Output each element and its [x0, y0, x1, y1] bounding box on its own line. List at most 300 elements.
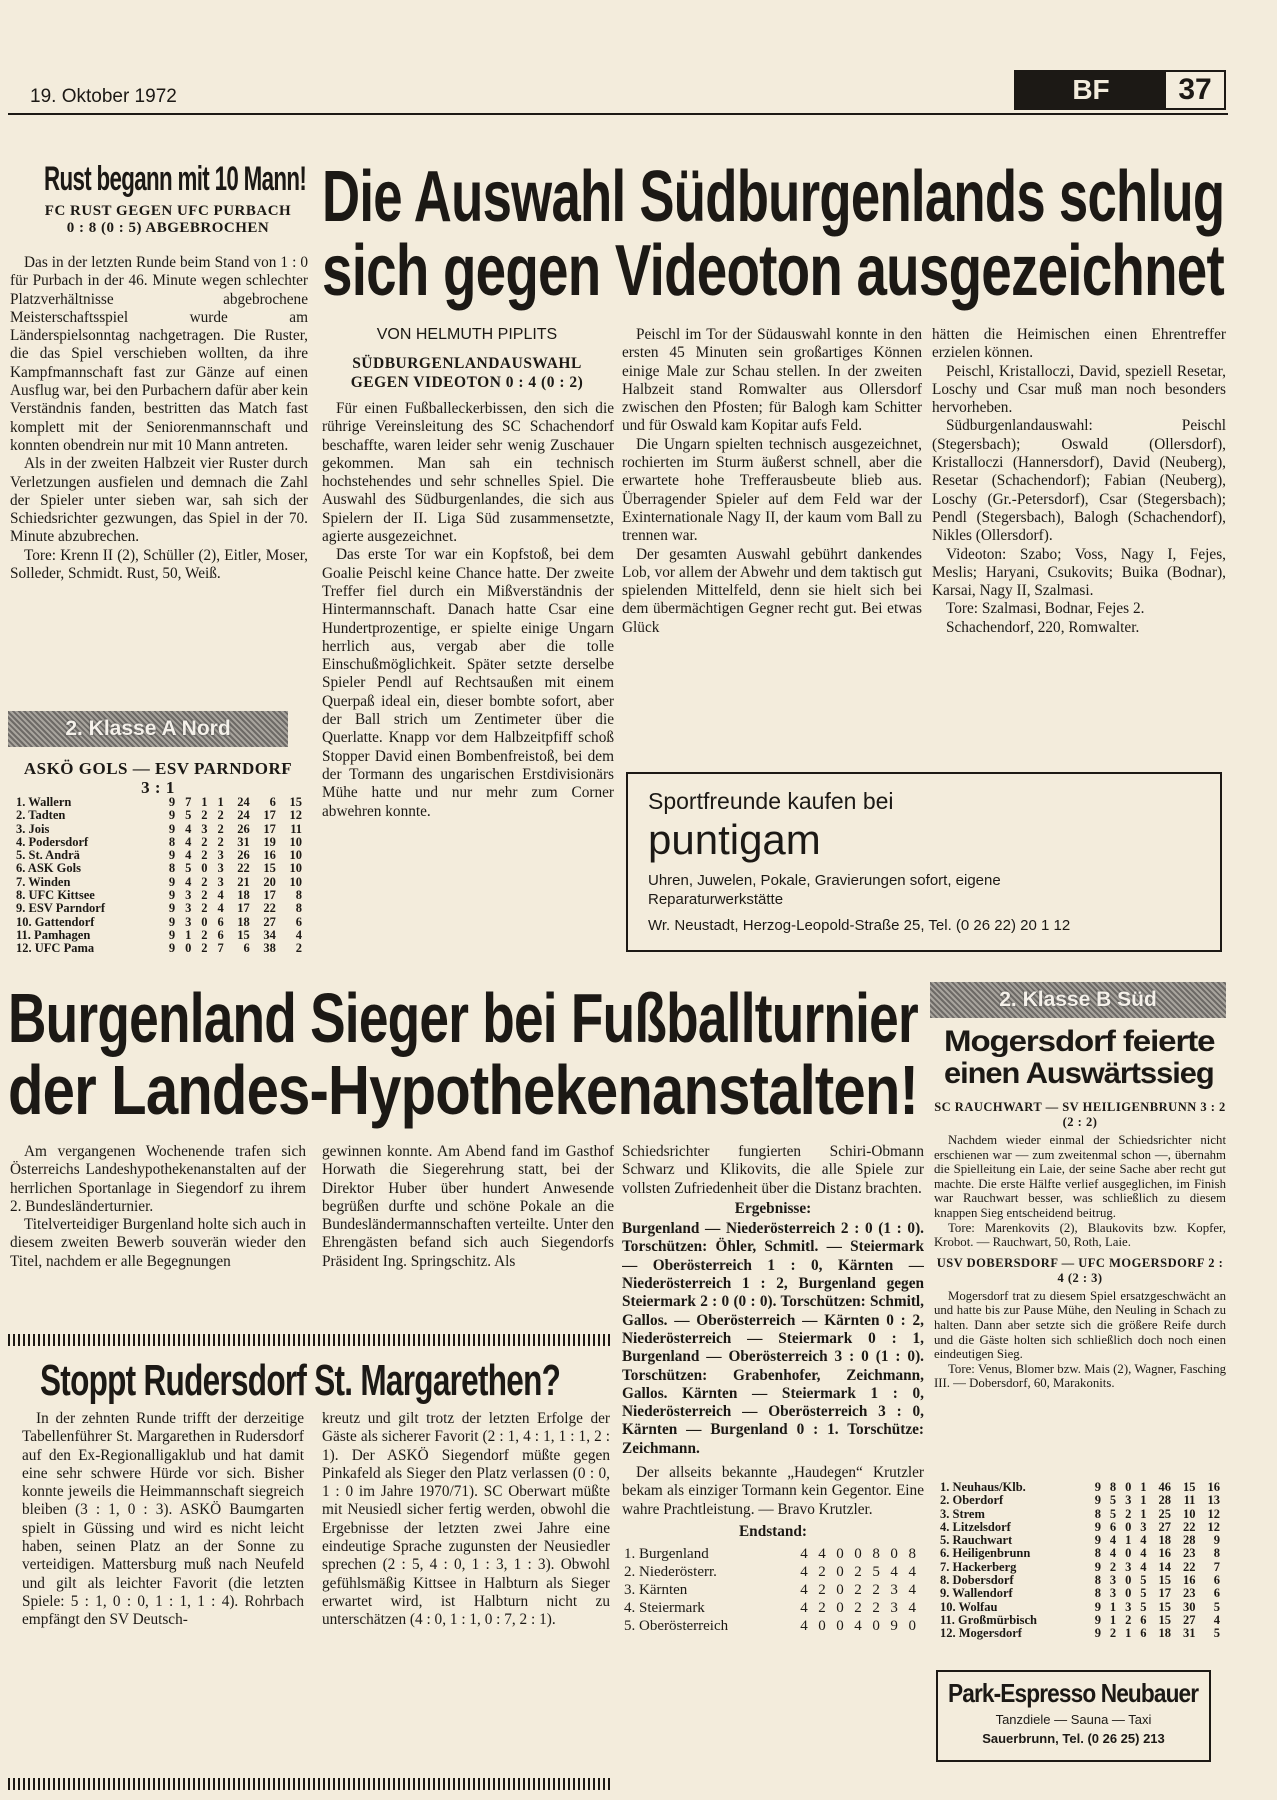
rust-headline: Rust begann mit 10 Mann! — [44, 160, 307, 198]
table-row — [938, 1534, 1222, 1547]
table-cell: 5 — [872, 1564, 880, 1581]
puntigam-brand: puntigam — [648, 816, 821, 863]
table-cell: 3 — [185, 888, 192, 903]
videoton-headline-line2: sich gegen Videoton ausgezeichnet — [322, 231, 1224, 311]
table-cell: 0 — [890, 1546, 898, 1563]
videoton-headline-line1: Die Auswahl Südburgenlands schlug — [322, 157, 1225, 237]
table-cell: 17 — [1158, 1586, 1171, 1601]
table-cell: 16 — [263, 848, 276, 863]
table-cell: 2 — [201, 941, 208, 956]
videoton-col3 — [932, 326, 1226, 766]
table-cell: 2 — [818, 1582, 826, 1599]
table-row — [938, 1508, 1222, 1521]
table-cell: 26 — [237, 848, 250, 863]
table-cell: 4 — [1109, 1546, 1117, 1561]
table-row — [938, 1587, 1222, 1600]
table-cell: 4. Podersdorf — [16, 834, 89, 849]
table-cell: 3 — [217, 848, 224, 863]
table-cell: 5. St. Andrä — [16, 848, 80, 863]
table-row — [14, 809, 304, 822]
table-row — [14, 876, 304, 889]
rust-article — [8, 160, 308, 237]
table-cell: 1 — [1140, 1506, 1147, 1521]
table-cell: 12. Mogersdorf — [940, 1626, 1022, 1641]
table-cell: 0 — [836, 1564, 844, 1581]
table-cell: 4 — [185, 821, 192, 836]
table-row — [938, 1481, 1222, 1494]
table-cell: 0 — [836, 1618, 844, 1635]
table-cell: 2. Oberdorf — [940, 1493, 1004, 1508]
table-cell: 2 — [854, 1600, 862, 1617]
table-cell: 5 — [1140, 1573, 1147, 1588]
klasse-b-sued-title-line1: Mogersdorf feierte — [944, 1025, 1215, 1058]
hypo-col3-text — [622, 1143, 924, 1198]
section-badge — [1014, 70, 1226, 110]
table-cell: 4 — [185, 848, 192, 863]
table-cell: 2 — [295, 941, 302, 956]
table-cell: 4 — [800, 1546, 808, 1563]
table-cell: 13 — [1207, 1493, 1220, 1508]
table-row — [14, 823, 304, 836]
standings-table — [622, 1545, 918, 1635]
table-cell: 24 — [237, 795, 250, 809]
table-row — [938, 1547, 1222, 1560]
table-cell: 1 — [201, 795, 208, 809]
table-cell: 9 — [1094, 1480, 1101, 1494]
espresso-address: Sauerbrunn, Tel. (0 26 25) 213 — [982, 1731, 1165, 1746]
table-cell: 1 — [1109, 1599, 1117, 1614]
table-cell: 9 — [1094, 1519, 1101, 1534]
table-cell: 10. Gattendorf — [16, 914, 95, 929]
table-cell: 16 — [1207, 1480, 1220, 1494]
table-cell: 2 — [217, 834, 224, 849]
table-cell: 0 — [1125, 1480, 1132, 1494]
paragraph: Die Ungarn spielten technisch ausgezeichnet, rochierten im Sturm äußerst schnell, aber die erwartete hohe Trefferausbeute blieb aus. Überragender Spieler auf dem Feld war der Exinternationale Nagy II, der kaum vom Ball zu trennen war. — [622, 435, 922, 545]
paragraph: Südburgenlandauswahl: Peischl (Stegersbach); Oswald (Ollersdorf), Kristalloczi (Hannersdorf), David (Neuberg), Resetar (Schachendorf); Fabian (Neuberg), Loschy (Gr.-Petersdorf), Csar (Stegersbach); Pendl (Stegersbach), Balogh (Schachendorf), Nikles (Ollersdorf). — [932, 417, 1226, 545]
paragraph: Der gesamten Auswahl gebührt dankendes Lob, vor allem der Abwehr und dem taktisch gut spielenden Mittelfeld, denn sie hielt sich bei dem übermächtigen Gegner recht gut. Bei etwas Glück — [622, 545, 922, 636]
stoppt-col1 — [22, 1410, 304, 1775]
table-cell: 4 — [800, 1600, 808, 1617]
table-cell: 9 — [1094, 1599, 1101, 1614]
hypo-headline-line2: der Landes-Hypothekenanstalten! — [8, 1051, 918, 1129]
videoton-col2 — [622, 326, 922, 766]
table-cell: 22 — [237, 861, 250, 876]
table-cell: 6 — [217, 927, 224, 942]
paragraph: Peischl, Kristalloczi, David, speziell Resetar, Loschy und Csar muß man noch besonders hervorheben. — [932, 362, 1226, 417]
table-cell: 7. Hackerberg — [940, 1559, 1017, 1574]
table-row — [622, 1563, 918, 1581]
table-cell: 7. Winden — [16, 874, 71, 889]
table-cell: 1 — [185, 927, 192, 942]
table-cell: 8 — [295, 888, 302, 903]
table-cell: 4 — [890, 1564, 898, 1581]
table-cell: 16 — [1158, 1546, 1171, 1561]
paragraph: Tore: Krenn II (2), Schüller (2), Eitler, Moser, Solleder, Schmidt. Rust, 50, Weiß. — [10, 546, 308, 583]
table-row — [14, 849, 304, 862]
table-cell: 3. Strem — [940, 1506, 985, 1521]
table-cell: 30 — [1182, 1599, 1196, 1614]
table-cell: 9 — [1094, 1612, 1101, 1627]
table-cell: 3 — [185, 901, 192, 916]
table-cell: 2 — [217, 821, 224, 836]
table-cell: 9 — [1213, 1533, 1220, 1548]
table-cell: 3 — [217, 861, 224, 876]
puntigam-services: Uhren, Juwelen, Pokale, Gravierungen sofort, eigene Reparaturwerkstätte — [648, 872, 1001, 908]
table-cell: 31 — [237, 834, 250, 849]
table-cell: 27 — [1158, 1519, 1171, 1534]
table-cell: 8 — [1094, 1573, 1101, 1588]
table-cell: 8 — [1094, 1506, 1101, 1521]
table-cell: 5 — [1213, 1626, 1220, 1641]
paragraph: Nachdem wieder einmal der Schiedsrichter nicht erschienen war — zum zweitenmal schon —, übernahm die Spielleitung ein Laie, der seine Sache aber recht gut machte. Die erste Hälfte verlief ausgeglichen, im Finish war Rauchwart besser, was schließlich zu diesem knappen Sieg entscheidend beitrug. — [934, 1133, 1226, 1220]
table-cell: 11. Pamhagen — [16, 927, 91, 942]
puntigam-ad — [626, 772, 1222, 952]
table-row — [938, 1627, 1222, 1640]
table-cell: 10 — [1182, 1506, 1196, 1521]
table-cell: 0 — [1125, 1586, 1132, 1601]
table-cell: 0 — [1125, 1546, 1132, 1561]
table-cell: 3. Kärnten — [624, 1582, 688, 1599]
section-label: BF — [1016, 72, 1166, 108]
header-rule — [8, 113, 1228, 115]
table-cell: 8 — [872, 1546, 880, 1563]
table-cell: 31 — [1182, 1626, 1196, 1641]
table-cell: 5 — [1109, 1506, 1117, 1521]
table-cell: 2 — [1125, 1612, 1132, 1627]
puntigam-intro: Sportfreunde kaufen bei — [648, 788, 894, 814]
table-cell: 7 — [1213, 1559, 1220, 1574]
paragraph: Tore: Marenkovits (2), Blaukovits bzw. Kopfer, Krobot. — Rauchwart, 50, Roth, Laie. — [934, 1220, 1226, 1250]
table-cell: 23 — [1182, 1546, 1196, 1561]
table-cell: 5 — [1140, 1599, 1147, 1614]
table-cell: 9. Wallendorf — [940, 1586, 1013, 1601]
paragraph: Als in der zweiten Halbzeit vier Ruster durch Verletzungen ausfielen und demnach die Zahl der Spieler unter sieben war, sah sich der Schiedsrichter gezwungen, das Spiel in der 70. Minute abzubrechen. — [10, 455, 308, 546]
stoppt-top-border — [8, 1334, 612, 1346]
table-cell: 2 — [1125, 1506, 1132, 1521]
table-cell: 9 — [1094, 1533, 1101, 1548]
hypo-col3 — [622, 1143, 924, 1763]
table-cell: 22 — [263, 901, 276, 916]
table-cell: 11 — [1183, 1493, 1196, 1508]
table-cell: 12 — [1207, 1519, 1220, 1534]
table-cell: 17 — [263, 821, 276, 836]
table-cell: 4. Steiermark — [624, 1600, 705, 1617]
table-cell: 3 — [890, 1600, 898, 1617]
table-cell: 4 — [800, 1564, 808, 1581]
table-row — [938, 1601, 1222, 1614]
table-cell: 1 — [1125, 1533, 1132, 1548]
table-cell: 6 — [1213, 1573, 1220, 1588]
table-cell: 22 — [1182, 1559, 1196, 1574]
table-row — [14, 889, 304, 902]
table-cell: 4 — [908, 1600, 916, 1617]
table-cell: 4 — [1109, 1533, 1117, 1548]
table-cell: 23 — [1182, 1586, 1196, 1601]
table-cell: 0 — [836, 1600, 844, 1617]
table-cell: 16 — [1182, 1573, 1196, 1588]
videoton-subtitle: SÜDBURGENLANDAUSWAHL GEGEN VIDEOTON 0 : 4 (0 : 2) — [350, 355, 584, 391]
table-cell: 34 — [263, 927, 276, 942]
table-cell: 8 — [1094, 1586, 1101, 1601]
table-cell: 8. Dobersdorf — [940, 1573, 1014, 1588]
paragraph: Titelverteidiger Burgenland holte sich auch in diesem zweiten Bewerb souverän wieder den Titel, nachdem er alle Begegnungen — [10, 1216, 306, 1270]
table-cell: 46 — [1158, 1480, 1171, 1494]
videoton-headline — [322, 157, 1277, 311]
issue-date: 19. Oktober 1972 — [30, 86, 177, 107]
table-cell: 1 — [1109, 1612, 1117, 1627]
table-cell: 3 — [217, 874, 224, 889]
table-cell: 4 — [185, 834, 192, 849]
klasse-b-sued-table — [938, 1481, 1222, 1641]
table-cell: 0 — [908, 1618, 916, 1635]
table-cell: 9 — [168, 808, 176, 823]
table-row — [14, 916, 304, 929]
table-cell: 0 — [872, 1618, 880, 1635]
table-cell: 18 — [237, 888, 250, 903]
table-cell: 3 — [1109, 1586, 1117, 1601]
hypo-col1 — [10, 1143, 306, 1329]
match2-text — [934, 1289, 1226, 1391]
table-cell: 2 — [201, 808, 208, 823]
match1-text — [934, 1133, 1226, 1250]
table-row — [14, 942, 304, 955]
table-cell: 10. Wolfau — [940, 1599, 998, 1614]
table-cell: 11 — [290, 821, 302, 836]
table-cell: 22 — [1182, 1519, 1196, 1534]
table-cell: 3 — [1125, 1599, 1132, 1614]
table-cell: 0 — [818, 1618, 826, 1635]
table-cell: 9 — [168, 927, 176, 942]
table-cell: 6 — [1109, 1519, 1117, 1534]
paragraph: Tore: Venus, Blomer bzw. Mais (2), Wagner, Fasching III. — Dobersdorf, 60, Marakonits. — [934, 1361, 1226, 1391]
table-cell: 9 — [168, 888, 176, 903]
table-cell: 1 — [1140, 1493, 1147, 1508]
table-cell: 1 — [1140, 1480, 1147, 1494]
table-cell: 4 — [1140, 1533, 1147, 1548]
stoppt-headline — [40, 1356, 766, 1406]
table-row — [14, 929, 304, 942]
results-heading: Ergebnisse: — [734, 1199, 812, 1217]
videoton-byline: VON HELMUTH PIPLITS — [376, 326, 558, 343]
espresso-name: Park-Espresso Neubauer — [948, 1678, 1199, 1708]
match1-title: SC RAUCHWART — SV HEILIGENBRUNN 3 : 2 (2 : 2) — [934, 1100, 1226, 1129]
table-cell: 6 — [295, 914, 302, 929]
table-cell: 5 — [1109, 1493, 1117, 1508]
table-cell: 20 — [263, 874, 276, 889]
table-cell: 4 — [908, 1564, 916, 1581]
standings-heading: Endstand: — [738, 1522, 808, 1540]
table-cell: 6 — [1213, 1586, 1220, 1601]
table-cell: 1 — [217, 795, 224, 809]
table-cell: 10 — [289, 861, 302, 876]
table-cell: 6. ASK Gols — [16, 861, 81, 876]
table-cell: 0 — [836, 1546, 844, 1563]
paragraph: Tore: Szalmasi, Bodnar, Fejes 2. — [946, 600, 1145, 618]
table-cell: 2. Tadten — [16, 808, 66, 823]
klasse-a-nord-banner: 2. Klasse A Nord — [8, 711, 288, 747]
table-cell: 9. ESV Parndorf — [16, 901, 106, 916]
rust-subtitle: FC RUST GEGEN UFC PURBACH 0 : 8 (0 : 5) ABGEBROCHEN — [44, 203, 292, 236]
table-cell: 14 — [1158, 1559, 1171, 1574]
table-row — [938, 1561, 1222, 1574]
closing-text: Der allseits bekannte „Haudegen“ Krutzler bekam als einziger Tormann kein Gegentor. Eine wahre Prachtleistung. — Bravo Krutzler. — [622, 1464, 924, 1518]
paragraph: hätten die Heimischen einen Ehrentreffer erzielen können. — [932, 326, 1226, 362]
table-row — [14, 902, 304, 915]
klasse-b-sued-headline — [944, 1025, 1215, 1090]
table-cell: 3 — [1109, 1573, 1117, 1588]
table-cell: 17 — [237, 901, 250, 916]
table-cell: 12. UFC Pama — [16, 941, 95, 956]
paragraph: Für einen Fußballeckerbissen, den sich die rührige Vereinsleitung des SC Schachendorf beschaffte, waren leider sehr wenig Zuschauer gekommen. Man sah ein technisch hochstehendes und sehr schnelles Spiel. Die Auswahl des Südburgenlandes, die sich aus Spielern der II. Liga Süd zusammensetzte, agierte ausgezeichnet. — [322, 400, 614, 546]
table-cell: 0 — [854, 1546, 862, 1563]
table-cell: 0 — [185, 941, 192, 956]
paragraph: Am vergangenen Wochenende trafen sich Österreichs Landeshypothekenanstalten auf der herrlichen Sportanlage in Siegendorf zu ihrem 2. Bundesländerturnier. — [10, 1143, 306, 1215]
table-cell: 3 — [185, 914, 192, 929]
table-cell: 4 — [800, 1618, 808, 1635]
paragraph: kreutz und gilt trotz der letzten Erfolge der Gäste als sicherer Favorit (2 : 1, 4 : 1, 1 : 1, 2 : 1). Der ASKÖ Siegendorf müßte gegen Pinkafeld als Sieger den Platz verlassen (0 : 0, 1 : 0 im Jahre 1970/71). SC Oberwart müßte mit Neusiedl sicher fertig werden, obwohl die Ergebnisse der letzten zwei Jahre eine eindeutige Sprache zugunsten der Neusiedler sprechen (2 : 5, 4 : 0, 1 : 3, 1 : 3). Obwohl gefühlsmäßig Kittsee in Halbturn als Sieger erwartet wird, ist Halbturn nicht zu unterschätzen (4 : 0, 1 : 1, 0 : 7, 2 : 1). — [322, 1410, 610, 1629]
paragraph: Peischl im Tor der Südauswahl konnte in den ersten 45 Minuten sein großartiges Können einige Male zur Schau stellen. In der zweiten Halbzeit stand Romwalter aus Ollersdorf zwischen den Pfosten; für Balogh kam Schitter und für Oswald kam Kopitar aufs Feld. — [622, 326, 922, 435]
table-cell: 2 — [872, 1582, 880, 1599]
paragraph: gewinnen konnte. Am Abend fand im Gasthof Horwath die Siegerehrung statt, bei der Direktor Huber über hundert Anwesende begrüßen durfte und schöne Pokale an die Bundesländermannschaften verteilte. Unter den Ehrengästen befand sich auch Siegendorfs Präsident Ing. Springschitz. Als — [322, 1143, 614, 1270]
table-cell: 9 — [168, 874, 176, 889]
table-cell: 2 — [201, 834, 208, 849]
table-cell: 9 — [168, 901, 176, 916]
table-cell: 15 — [1158, 1573, 1171, 1588]
table-cell: 6 — [269, 795, 276, 809]
table-cell: 4. Litzelsdorf — [940, 1519, 1011, 1534]
table-cell: 8 — [295, 901, 302, 916]
table-cell: 6 — [1140, 1626, 1147, 1641]
table-cell: 4 — [908, 1582, 916, 1599]
puntigam-address: Wr. Neustadt, Herzog-Leopold-Straße 25, Tel. (0 26 22) 20 1 12 — [648, 917, 1071, 934]
table-cell: 3 — [1125, 1493, 1132, 1508]
table-cell: 7 — [185, 795, 192, 809]
table-cell: 5. Rauchwart — [940, 1533, 1013, 1548]
stoppt-title: Stoppt Rudersdorf St. Margarethen? — [40, 1356, 561, 1405]
table-row — [938, 1521, 1222, 1534]
table-cell: 17 — [263, 808, 276, 823]
table-cell: 11. Großmürbisch — [940, 1612, 1038, 1627]
table-cell: 5 — [1140, 1586, 1147, 1601]
table-cell: 2 — [201, 927, 208, 942]
table-cell: 2 — [201, 848, 208, 863]
table-cell: 4 — [818, 1546, 826, 1563]
table-cell: 3. Jois — [16, 821, 50, 836]
table-cell: 2 — [1109, 1559, 1117, 1574]
table-cell: 9 — [168, 914, 176, 929]
table-cell: 6. Heiligenbrunn — [940, 1546, 1031, 1561]
table-cell: 8 — [168, 861, 176, 876]
table-cell: 2 — [1109, 1626, 1117, 1641]
table-cell: 12 — [1207, 1506, 1220, 1521]
klasse-b-sued-title-line2: einen Auswärtssieg — [944, 1057, 1214, 1090]
table-cell: 8 — [908, 1546, 916, 1563]
table-cell: 5 — [1213, 1599, 1220, 1614]
table-cell: 19 — [263, 834, 276, 849]
table-cell: 9 — [168, 795, 176, 809]
table-row — [938, 1574, 1222, 1587]
table-cell: 8 — [168, 834, 176, 849]
table-cell: 4 — [295, 927, 302, 942]
table-row — [14, 862, 304, 875]
table-cell: 3 — [890, 1582, 898, 1599]
stoppt-bottom-border — [8, 1778, 612, 1790]
table-cell: 15 — [237, 927, 250, 942]
table-cell: 15 — [1158, 1612, 1171, 1627]
page-number: 37 — [1178, 73, 1212, 106]
table-row — [622, 1581, 918, 1599]
table-cell: 8 — [1109, 1480, 1117, 1494]
table-cell: 7 — [217, 941, 224, 956]
table-cell: 2 — [818, 1600, 826, 1617]
table-cell: 1. Wallern — [16, 795, 72, 809]
table-cell: 18 — [1158, 1533, 1171, 1548]
stoppt-col2 — [322, 1410, 610, 1775]
table-cell: 9 — [168, 821, 176, 836]
table-cell: 17 — [263, 888, 276, 903]
table-cell: 10 — [289, 834, 302, 849]
table-cell: 9 — [1094, 1493, 1101, 1508]
table-cell: 2 — [818, 1564, 826, 1581]
table-cell: 2 — [201, 874, 208, 889]
table-cell: 1 — [1125, 1626, 1132, 1641]
table-cell: 1. Burgenland — [624, 1546, 709, 1563]
table-cell: 4 — [1213, 1612, 1220, 1627]
table-cell: 4 — [217, 888, 224, 903]
table-cell: 18 — [1158, 1626, 1171, 1641]
table-cell: 0 — [201, 861, 208, 876]
table-cell: 2. Niederösterr. — [624, 1564, 717, 1581]
table-cell: 38 — [263, 941, 276, 956]
table-cell: 10 — [289, 874, 302, 889]
table-cell: 18 — [237, 914, 250, 929]
table-cell: 9 — [168, 941, 176, 956]
table-cell: 9 — [168, 848, 176, 863]
table-cell: 10 — [289, 848, 302, 863]
table-cell: 2 — [854, 1564, 862, 1581]
table-cell: 3 — [201, 821, 208, 836]
table-cell: 5. Oberösterreich — [624, 1618, 729, 1635]
table-cell: 28 — [1182, 1533, 1196, 1548]
klasse-a-nord-table — [14, 796, 304, 956]
hypo-col2 — [322, 1143, 614, 1329]
table-row — [14, 796, 304, 809]
table-cell: 6 — [243, 941, 250, 956]
paragraph: Mogersdorf trat zu diesem Spiel ersatzgeschwächt an und hatte bis zur Pause Mühe, den Neuling in Schach zu halten. Dann aber setzte sich die größere Reife durch und die Gäste holten sich schließlich doch noch einen eindeutigen Sieg. — [934, 1288, 1226, 1362]
table-cell: 0 — [1125, 1519, 1132, 1534]
paragraph: Das in der letzten Runde beim Stand von 1 : 0 für Purbach in der 46. Minute wegen schlechter Platzverhältnisse abgebrochene Meisterschaftsspiel wurde am Länderspielsonntag nachgetragen. Die Ruster, die das Spiel verschieben wollten, da ihre Kampfmannschaft fast zur Gänze auf einen Ausflug war, bei den Purbachern dafür aber kein Verständnis fanden, bestritten das Match fast komplett mit der Seniorenmannschaft und konnten obendrein nur mit 10 Mann antreten. — [10, 254, 308, 454]
klasse-b-sued-banner: 2. Klasse B Süd — [930, 982, 1226, 1018]
videoton-col1 — [322, 400, 614, 956]
hypo-headline-line1: Burgenland Sieger bei Fußballturnier — [8, 979, 918, 1057]
table-cell: 8 — [1094, 1546, 1101, 1561]
table-cell: 3 — [1140, 1519, 1147, 1534]
table-cell: 27 — [263, 914, 276, 929]
table-cell: 28 — [1158, 1493, 1171, 1508]
table-cell: 8 — [1213, 1546, 1220, 1561]
table-cell: 15 — [289, 795, 302, 809]
table-cell: 2 — [217, 808, 224, 823]
table-cell: 15 — [1182, 1480, 1196, 1494]
results-text: Burgenland — Niederösterreich 2 : 0 (1 : 0). Torschützen: Öhler, Schmitl. — Steiermark — Oberösterreich 1 : 0, Kärnten — Niederösterreich 1 : 2, Burgenland gegen Steiermark 2 : 0 (0 : 0). Torschützen: Schmitl, Gallos. — Oberösterreich — Kärnten 0 : 2, Niederösterreich — Steiermark 0 : 1, Burgenland — Oberösterreich 3 : 0 (1 : 0). Torschützen: Grabenhofer, Zeichmann, Gallos. Kärnten — Steiermark 1 : 0, Niederösterreich — Oberösterreich 3 : 0, Kärnten — Burgenland 0 : 1. Torschütze: Zeichmann. — [622, 1220, 924, 1457]
rust-body — [10, 254, 308, 704]
klasse-b-sued-body — [934, 1100, 1226, 1480]
table-cell: 24 — [237, 808, 250, 823]
paragraph: Schachendorf, 220, Romwalter. — [946, 618, 1140, 636]
table-cell: 2 — [201, 901, 208, 916]
table-row — [622, 1545, 918, 1563]
table-cell: 2 — [201, 888, 208, 903]
